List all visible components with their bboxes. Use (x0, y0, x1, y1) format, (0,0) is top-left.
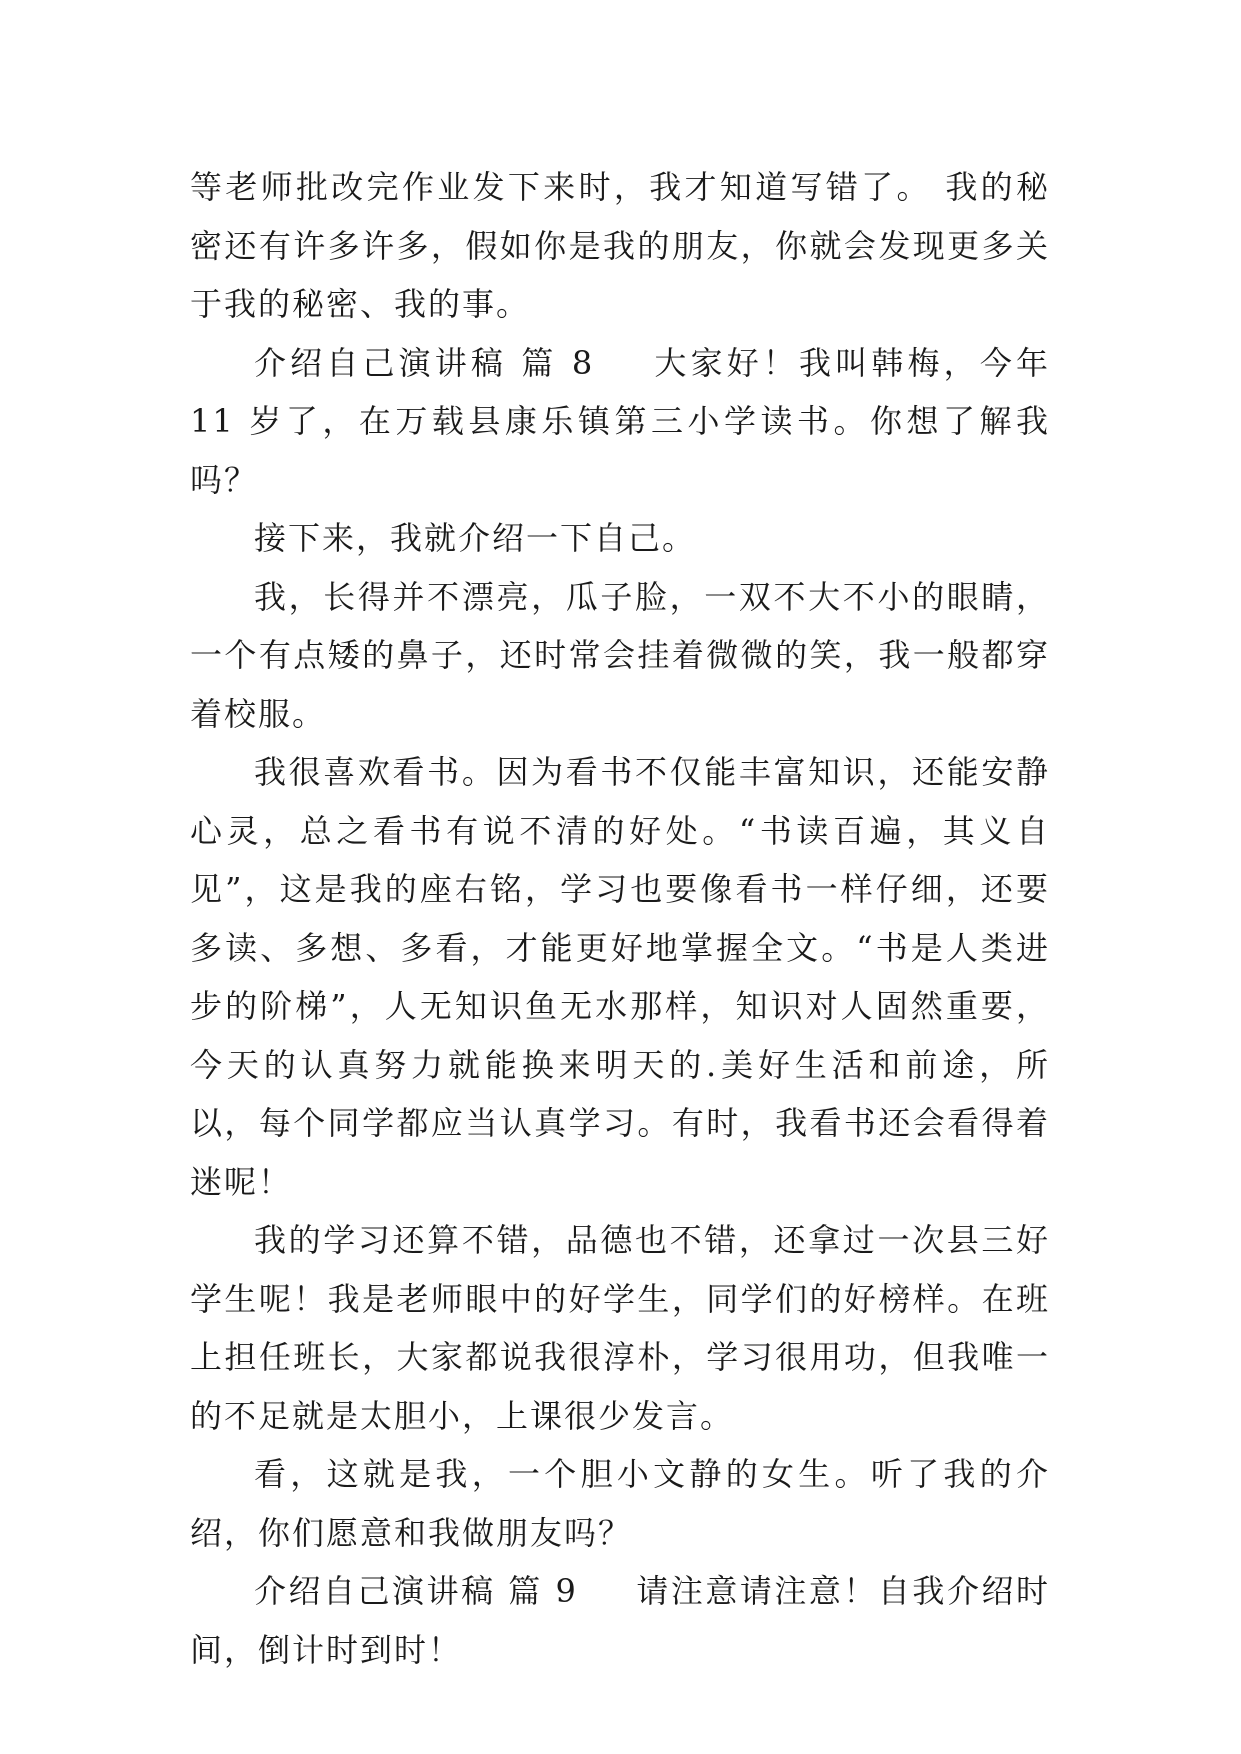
paragraph-section-8 (190, 334, 1050, 510)
paragraph-study-text: 我的学习还算不错，品德也不错，还拿过一次县三好学生呢！我是老师眼中的好学生，同学们的好榜样。在班上担任班长，大家都说我很淳朴，学习很用功，但我唯一的不足就是太胆小，上课很少发言。 (190, 1221, 1050, 1435)
paragraph-secret-text: 等老师批改完作业发下来时，我才知道写错了。 我的秘密还有许多许多，假如你是我的朋友，你就会发现更多关于我的秘密、我的事。 (190, 168, 1050, 323)
paragraph-secret (190, 158, 1050, 334)
section-9-intro: 请注意请注意！自我介绍时间，倒计时到时！ (190, 1572, 1050, 1669)
section-8-intro: 大家好！我叫韩梅，今年 11 岁了，在万载县康乐镇第三小学读书。你想了解我吗？ (190, 343, 1050, 499)
paragraph-appearance (190, 568, 1050, 744)
paragraph-closing-text: 看，这就是我，一个胆小文静的女生。听了我的介绍，你们愿意和我做朋友吗？ (190, 1455, 1050, 1552)
document-body (190, 158, 1050, 1679)
section-8-heading: 介绍自己演讲稿 篇 8 (254, 343, 595, 382)
paragraph-closing (190, 1445, 1050, 1562)
paragraph-reading (190, 743, 1050, 1211)
paragraph-reading-text: 我很喜欢看书。因为看书不仅能丰富知识，还能安静心灵，总之看书有说不清的好处。“书读百遍，其义自见”，这是我的座右铭，学习也要像看书一样仔细，还要多读、多想、多看，才能更好地掌握全文。“书是人类进步的阶梯”，人无知识鱼无水那样，知识对人固然重要，今天的认真努力就能换来明天的.美好生活和前途，所以，每个同学都应当认真学习。有时，我看书还会看得着迷呢！ (190, 753, 1050, 1201)
paragraph-next (190, 509, 1050, 568)
paragraph-appearance-text: 我，长得并不漂亮，瓜子脸，一双不大不小的眼睛，一个有点矮的鼻子，还时常会挂着微微的笑，我一般都穿着校服。 (190, 577, 1050, 733)
paragraph-study (190, 1211, 1050, 1445)
paragraph-next-text: 接下来，我就介绍一下自己。 (254, 519, 697, 557)
paragraph-section-9 (190, 1562, 1050, 1679)
section-9-heading: 介绍自己演讲稿 篇 9 (254, 1572, 578, 1610)
